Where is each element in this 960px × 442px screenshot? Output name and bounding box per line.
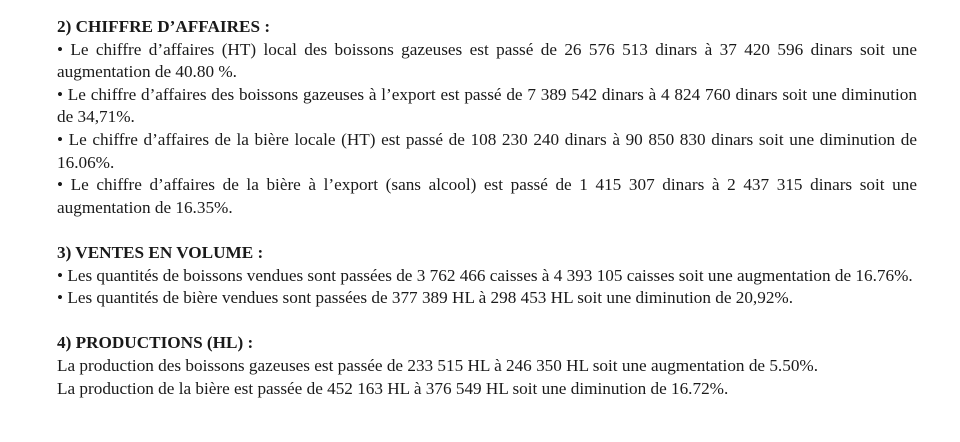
document-page	[57, 16, 917, 400]
paragraph: La production des boissons gazeuses est passée de 233 515 HL à 246 350 HL soit une augmentation de 5.50%.	[57, 355, 819, 375]
section-heading: 4) PRODUCTIONS (HL) :	[57, 333, 254, 353]
section-heading: 3) VENTES EN VOLUME :	[57, 242, 264, 262]
bullet-paragraph: • Le chiffre d’affaires de la bière locale (HT) est passé de 108 230 240 dinars à 90 850 830 dinars soit une diminution de 16.06%.	[57, 129, 917, 172]
bullet-paragraph: • Le chiffre d’affaires (HT) local des boissons gazeuses est passé de 26 576 513 dinars à 37 420 596 dinars soit une augmentation de 40.80 %.	[57, 39, 917, 82]
section-ventes-en-volume	[57, 242, 917, 310]
paragraph: La production de la bière est passée de 452 163 HL à 376 549 HL soit une diminution de 16.72%.	[57, 378, 729, 398]
bullet-paragraph: • Le chiffre d’affaires des boissons gazeuses à l’export est passé de 7 389 542 dinars à 4 824 760 dinars soit une diminution de 34,71%.	[57, 84, 917, 127]
section-chiffre-affaires	[57, 16, 917, 219]
section-heading: 2) CHIFFRE D’AFFAIRES :	[57, 17, 271, 36]
bullet-paragraph: • Le chiffre d’affaires de la bière à l’export (sans alcool) est passé de 1 415 307 dinars à 2 437 315 dinars soit une augmentation de 16.35%.	[57, 175, 917, 217]
section-productions	[57, 332, 917, 400]
bullet-paragraph: • Les quantités de boissons vendues sont passées de 3 762 466 caisses à 4 393 105 caisses soit une augmentation de 16.76%.	[57, 265, 913, 285]
bullet-paragraph: • Les quantités de bière vendues sont passées de 377 389 HL à 298 453 HL soit une diminution de 20,92%.	[57, 288, 794, 308]
